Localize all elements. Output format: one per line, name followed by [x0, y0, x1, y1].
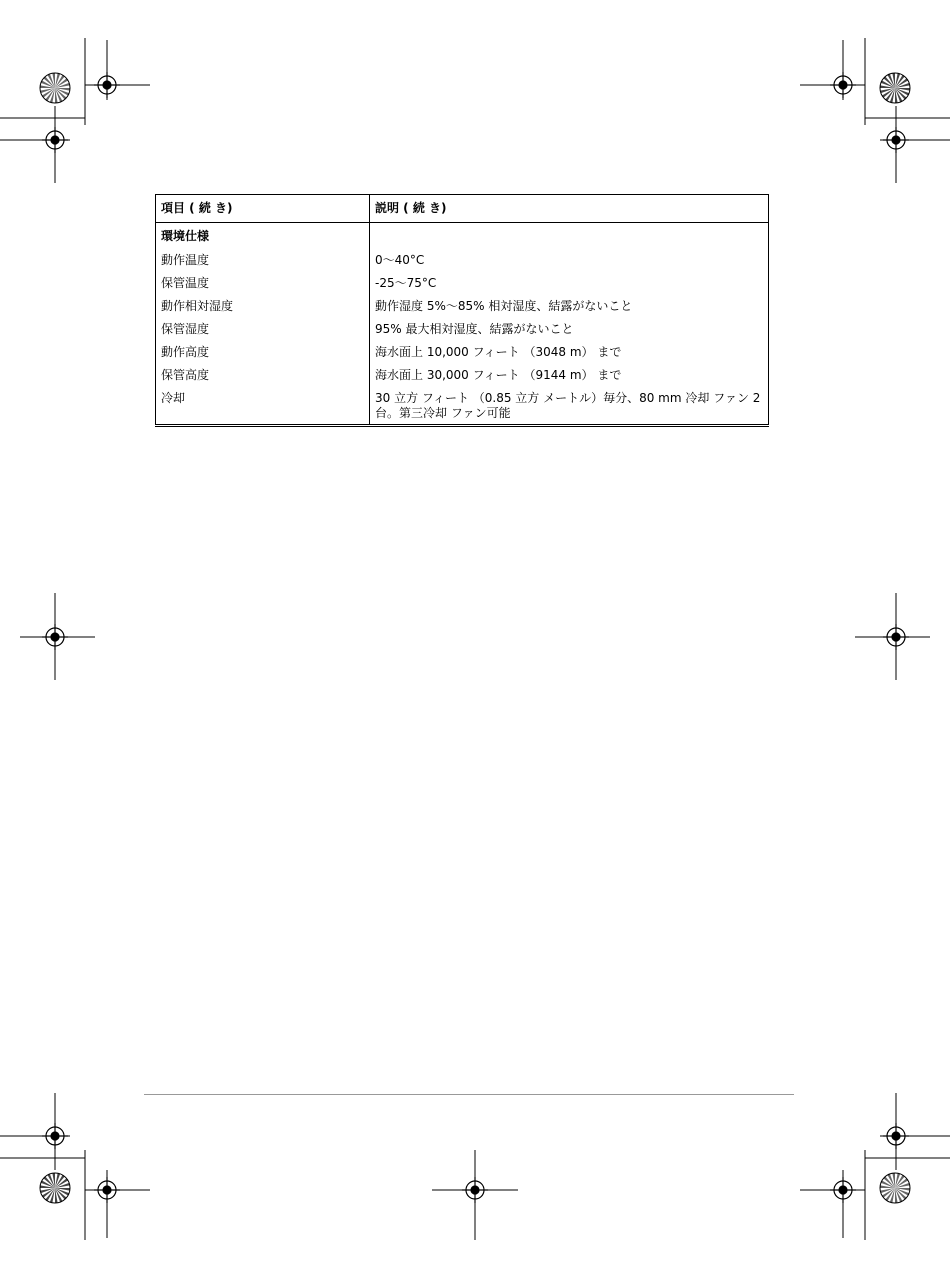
registration-mark-icon — [830, 72, 856, 98]
row-description: 動作湿度 5%～85% 相対湿度、結露がないこと — [370, 296, 769, 319]
row-item: 動作温度 — [156, 250, 370, 273]
registration-mark-icon — [42, 1123, 68, 1149]
row-description: 海水面上 10,000 フィート （3048 m） まで — [370, 342, 769, 365]
color-rosette-icon — [880, 1173, 910, 1203]
header-description: 説明 ( 続 き) — [370, 195, 769, 223]
table-row — [156, 273, 769, 296]
row-item: 動作高度 — [156, 342, 370, 365]
color-rosette-icon — [40, 1173, 70, 1203]
registration-mark-icon — [883, 624, 909, 650]
color-rosette-icon — [880, 73, 910, 103]
footer-rule — [144, 1094, 794, 1095]
registration-mark-icon — [42, 127, 68, 153]
registration-mark-icon — [94, 72, 120, 98]
row-description: 30 立方 フィート （0.85 立方 メートル）毎分、80 mm 冷却 ファン 2 台。第三冷却 ファン可能 — [370, 388, 769, 426]
section-title: 環境仕様 — [156, 223, 370, 251]
row-item: 動作相対湿度 — [156, 296, 370, 319]
registration-mark-icon — [42, 624, 68, 650]
row-item: 保管湿度 — [156, 319, 370, 342]
registration-mark-icon — [883, 127, 909, 153]
registration-mark-icon — [94, 1177, 120, 1203]
row-description: 海水面上 30,000 フィート （9144 m） まで — [370, 365, 769, 388]
table-header-row — [156, 195, 769, 223]
section-empty-cell — [370, 223, 769, 251]
table-row — [156, 365, 769, 388]
registration-mark-icon — [883, 1123, 909, 1149]
row-item: 冷却 — [156, 388, 370, 426]
row-item: 保管温度 — [156, 273, 370, 296]
color-rosette-icon — [40, 73, 70, 103]
row-item: 保管高度 — [156, 365, 370, 388]
table-row — [156, 342, 769, 365]
row-description: -25～75°C — [370, 273, 769, 296]
table-row — [156, 388, 769, 426]
section-row — [156, 223, 769, 251]
row-description: 0～40°C — [370, 250, 769, 273]
spec-table — [155, 194, 769, 427]
table-row — [156, 296, 769, 319]
registration-mark-icon — [462, 1177, 488, 1203]
row-description: 95% 最大相対湿度、結露がないこと — [370, 319, 769, 342]
table-row — [156, 250, 769, 273]
registration-mark-icon — [830, 1177, 856, 1203]
table-row — [156, 319, 769, 342]
header-item: 項目 ( 続 き) — [156, 195, 370, 223]
